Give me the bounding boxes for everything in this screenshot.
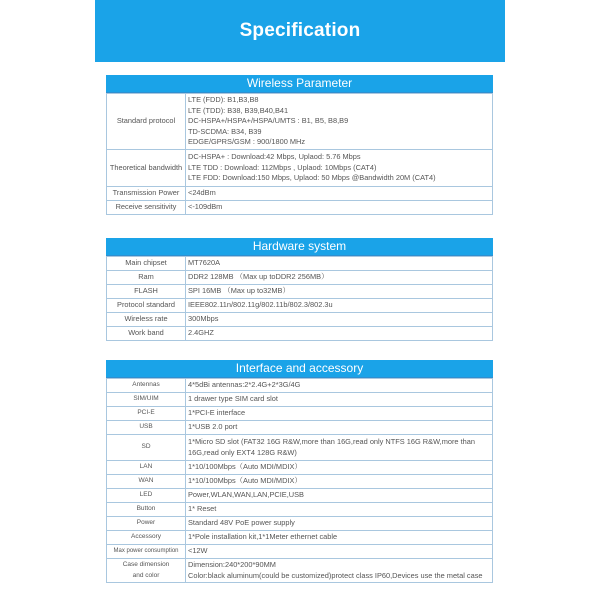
table-row [107, 327, 493, 341]
row-value: <-109dBm [186, 201, 493, 215]
row-value: 1*10/100Mbps（Auto MDI/MDIX） [186, 461, 493, 475]
row-label: Standard protocol [107, 94, 186, 150]
row-label: SIM/UIM [107, 393, 186, 407]
row-label: Work band [107, 327, 186, 341]
row-label: Transmission Power [107, 187, 186, 201]
table-row [107, 313, 493, 327]
table-row [107, 299, 493, 313]
row-value: SPI 16MB （Max up to32MB） [186, 285, 493, 299]
table-row [107, 435, 493, 461]
row-label: Antennas [107, 379, 186, 393]
row-label: WAN [107, 475, 186, 489]
row-label: LAN [107, 461, 186, 475]
row-label: PCI-E [107, 407, 186, 421]
table-row [107, 517, 493, 531]
row-value: 300Mbps [186, 313, 493, 327]
row-value: 4*5dBi antennas:2*2.4G+2*3G/4G [186, 379, 493, 393]
row-label: SD [107, 435, 186, 461]
interface-accessory-section [106, 360, 493, 583]
table-row [107, 545, 493, 559]
table-row [107, 393, 493, 407]
row-value: LTE (FDD): B1,B3,B8 LTE (TDD): B38, B39,B40,B41 DC-HSPA+/HSPA+/HSPA/UMTS : B1, B5, B8,B9 TD-SCDMA: B34, B39 EDGE/GPRS/GSM : 900/1800 MHz [186, 94, 493, 150]
row-label: Main chipset [107, 257, 186, 271]
row-label: Power [107, 517, 186, 531]
row-value: <24dBm [186, 187, 493, 201]
table-row [107, 475, 493, 489]
table-row [107, 379, 493, 393]
page-title: Specification [239, 20, 361, 41]
section-header: Interface and accessory [106, 360, 493, 378]
row-value: Standard 48V PoE power supply [186, 517, 493, 531]
section-header: Hardware system [106, 238, 493, 256]
table-row [107, 407, 493, 421]
row-label: Button [107, 503, 186, 517]
row-value: 1 drawer type SIM card slot [186, 393, 493, 407]
table-row [107, 461, 493, 475]
row-value: DDR2 128MB （Max up toDDR2 256MB） [186, 271, 493, 285]
row-value: 1*USB 2.0 port [186, 421, 493, 435]
section-header: Wireless Parameter [106, 75, 493, 93]
row-label: Max power consumption [107, 545, 186, 559]
row-label: FLASH [107, 285, 186, 299]
row-value: 1*PCI-E interface [186, 407, 493, 421]
row-value: <12W [186, 545, 493, 559]
hardware-system-section [106, 238, 493, 341]
interface-accessory-table [106, 378, 493, 583]
table-row [107, 503, 493, 517]
row-value: IEEE802.11n/802.11g/802.11b/802.3/802.3u [186, 299, 493, 313]
table-row [107, 531, 493, 545]
row-label: LED [107, 489, 186, 503]
row-label: Receive sensitivity [107, 201, 186, 215]
row-value: 2.4GHZ [186, 327, 493, 341]
row-label: Ram [107, 271, 186, 285]
row-value: DC-HSPA+ : Download:42 Mbps, Uplaod: 5.76 Mbps LTE TDD : Download: 112Mbps , Uplaod: 10Mbps (CAT4) LTE FDD: Download:150 Mbps, Uplaod: 50 Mbps @Bandwidth 20M (CAT4) [186, 150, 493, 187]
row-label: USB [107, 421, 186, 435]
row-value: 1*Pole installation kit,1*1Meter ethernet cable [186, 531, 493, 545]
table-row [107, 201, 493, 215]
row-value: 1*Micro SD slot (FAT32 16G R&W,more than 16G,read only NTFS 16G R&W,more than 16G,read only EXT4 128G R&W) [186, 435, 493, 461]
table-row [107, 489, 493, 503]
table-row [107, 257, 493, 271]
row-label: Protocol standard [107, 299, 186, 313]
row-label: Wireless rate [107, 313, 186, 327]
table-row [107, 285, 493, 299]
row-label: Accessory [107, 531, 186, 545]
row-value: 1*10/100Mbps（Auto MDI/MDIX） [186, 475, 493, 489]
row-value: 1* Reset [186, 503, 493, 517]
row-value: Dimension:240*200*90MM Color:black aluminum(could be customized)protect class IP60,Devices use the metal case [186, 559, 493, 583]
table-row [107, 271, 493, 285]
row-label: Theoretical bandwidth [107, 150, 186, 187]
row-value: Power,WLAN,WAN,LAN,PCIE,USB [186, 489, 493, 503]
table-row [107, 94, 493, 150]
table-row [107, 559, 493, 583]
table-row [107, 421, 493, 435]
row-value: MT7620A [186, 257, 493, 271]
wireless-parameter-section [106, 75, 493, 215]
table-row [107, 150, 493, 187]
hardware-system-table [106, 256, 493, 341]
row-label: Case dimension and color [107, 559, 186, 583]
table-row [107, 187, 493, 201]
title-banner [95, 0, 505, 62]
wireless-parameter-table [106, 93, 493, 215]
